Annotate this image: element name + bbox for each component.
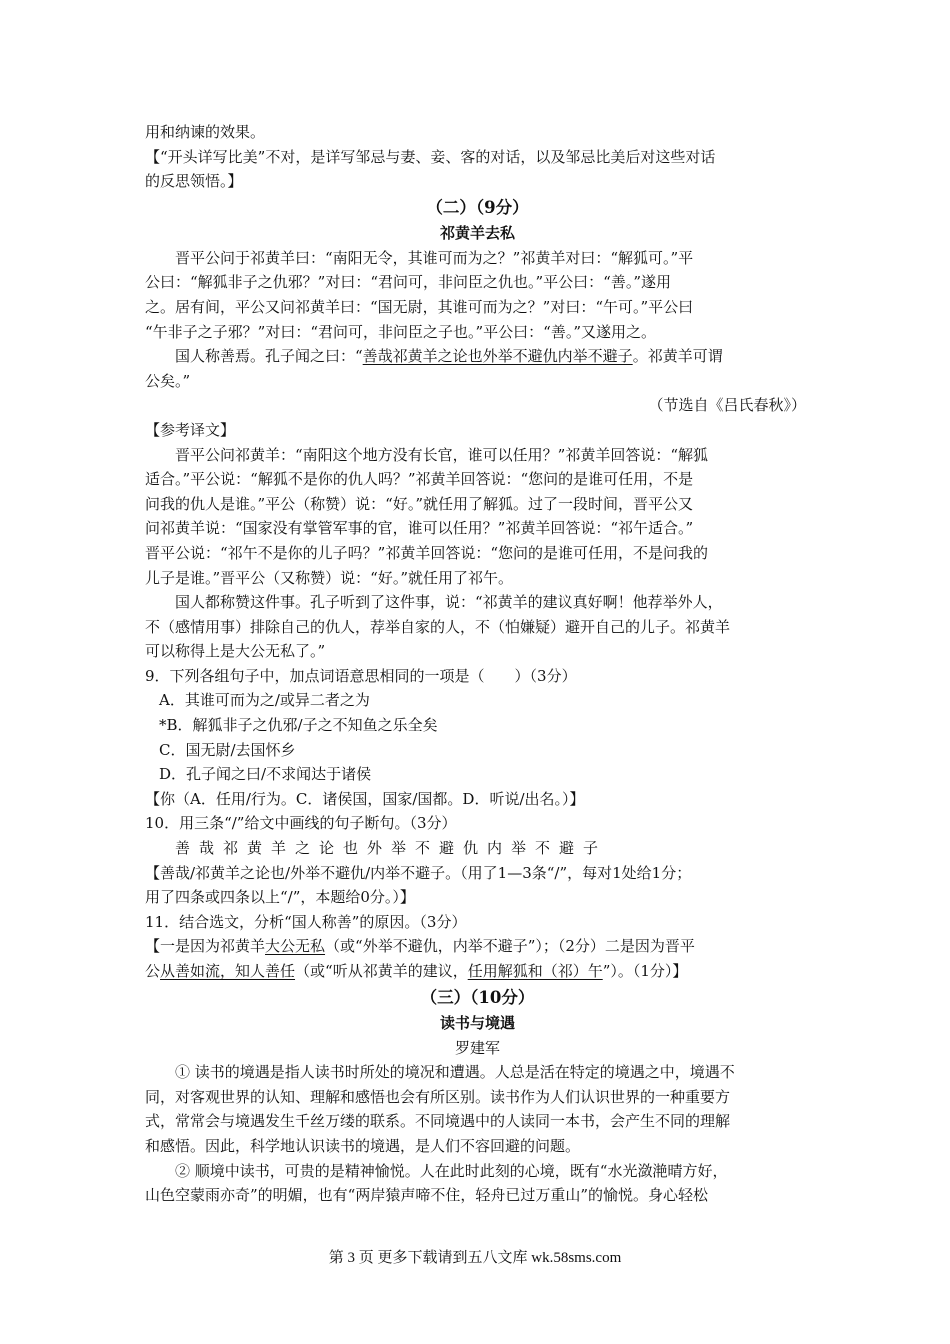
page-footer: 第 3 页 更多下载请到五八文库 wk.58sms.com: [328, 1250, 622, 1266]
answer-line: [145, 959, 810, 984]
text-span: 公: [145, 962, 161, 980]
underlined-phrase: 任用解狐和（祁）午: [467, 962, 603, 980]
text-span: （或“外举不避仇，内举不避子”）；（2分）二是因为晋平: [325, 937, 695, 956]
answer-line: 【你（A．任用/行为。C．诸侯国，国家/国都。D．听说/出名。）】: [145, 789, 585, 808]
essay-line: ② 顺境中读书，可贵的是精神愉悦。人在此时此刻的心境，既有“水光潋滟晴方好，: [175, 1161, 728, 1180]
passage-line: [145, 344, 810, 369]
underlined-phrase: 大公无私: [265, 937, 326, 956]
text-span: 【一是因为祁黄羊: [145, 937, 266, 956]
translation-line: 国人都称赞这件事。孔子听到了这件事，说：“祁黄羊的建议真好啊！他荐举外人，: [175, 593, 723, 612]
translation-line: 可以称得上是大公无私了。”: [145, 642, 326, 661]
question-10: 10．用三条“/”给文中画线的句子断句。（3分）: [145, 814, 457, 833]
text-span: 国人称善焉。孔子闻之曰：“: [175, 347, 363, 366]
translation-line: 晋平公问祁黄羊：“南阳这个地方没有长官，谁可以任用？”祁黄羊回答说：“解狐: [175, 445, 709, 464]
option-a: A．其谁可而为之/或异二者之为: [159, 691, 370, 710]
translation-line: 儿子是谁。”晋平公（又称赞）说：“好。”就任用了祁午。: [145, 568, 514, 587]
essay-line: 式，常常会与境遇发生千丝万缕的联系。不同境遇中的人读同一本书，会产生不同的理解: [145, 1112, 731, 1131]
translation-line: 问我的仇人是谁。”平公（称赞）说：“好。”就任用了解狐。过了一段时间，晋平公又: [145, 494, 694, 513]
answer-line: [145, 934, 810, 959]
essay-line: 山色空蒙雨亦奇”的明媚，也有“两岸猿声啼不住，轻舟已过万重山”的愉悦。身心轻松: [145, 1186, 709, 1205]
translation-line: 适合。”平公说：“解狐不是你的仇人吗？”祁黄羊回答说：“您问的是谁可任用，不是: [145, 470, 694, 489]
option-c: C．国无尉/去国怀乡: [159, 740, 296, 759]
passage-title: 祁黄羊去私: [439, 223, 515, 242]
option-d: D．孔子闻之曰/不求闻达于诸侯: [159, 765, 372, 784]
passage-line: 之。居有间，平公又问祁黄羊曰：“国无尉，其谁可而为之？”对曰：“午可。”平公曰: [145, 297, 694, 316]
translation-line: 晋平公说：“祁午不是你的儿子吗？”祁黄羊回答说：“您问的是谁可任用，不是问我的: [145, 543, 709, 562]
passage-line: 公矣。”: [145, 371, 191, 390]
underlined-phrase: 从善如流，知人善任: [160, 962, 296, 980]
section-heading: （二）（9分）: [426, 197, 529, 217]
passage-line: 公曰：“解狐非子之仇邪？”对曰：“君问可，非问臣之仇也。”平公曰：“善。”遂用: [145, 273, 672, 292]
answer-line: 的反思领悟。】: [145, 172, 243, 191]
option-b: *B．解狐非子之仇邪/子之不知鱼之乐全矣: [159, 716, 438, 735]
text-span: （或“听从祁黄羊的建议，: [295, 962, 468, 980]
passage-line: 晋平公问于祁黄羊曰：“南阳无令，其谁可而为之？”祁黄羊对曰：“解狐可。”平: [175, 248, 694, 267]
essay-line: 和感悟。因此，科学地认识读书的境遇，是人们不容回避的问题。: [145, 1136, 581, 1155]
question-11: 11．结合选文，分析“国人称善”的原因。（3分）: [145, 912, 467, 931]
answer-line: 【“开头详写比美”不对，是详写邹忌与妻、妾、客的对话，以及邹忌比美后对这些对话: [145, 147, 716, 166]
text-line: 用和纳谏的效果。: [145, 123, 266, 141]
document-page: [145, 120, 810, 1208]
author-name: 罗建军: [454, 1038, 500, 1057]
question-9: 9．下列各组句子中，加点词语意思相同的一项是（ ）（3分）: [145, 666, 577, 685]
answer-line: 【善哉/祁黄羊之论也/外举不避仇/内举不避子。（用了1—3条“/”，每对1处给1分；: [145, 863, 692, 882]
text-span: 。祁黄羊可谓: [632, 347, 723, 366]
translation-line: 问祁黄羊说：“国家没有掌管军事的官，谁可以任用？”祁黄羊回答说：“祁午适合。”: [145, 519, 694, 538]
essay-line: 同，对客观世界的认知、理解和感悟也会有所区别。读书作为人们认识世界的一种重要方: [145, 1087, 731, 1106]
underlined-sentence: 善哉祁黄羊之论也外举不避仇内举不避子: [362, 347, 633, 366]
translation-line: 不（感情用事）排除自己的仇人，荐举自家的人，不（怕嫌疑）避开自己的儿子。祁黄羊: [145, 617, 731, 636]
passage-line: “午非子之子邪？”对曰：“君问可，非问臣之子也。”平公曰：“善。”又遂用之。: [145, 322, 657, 341]
source-citation: （节选自《吕氏春秋》）: [648, 396, 806, 415]
answer-line: 用了四条或四条以上“/”，本题给0分。）】: [145, 888, 415, 907]
passage-title: 读书与境遇: [439, 1013, 515, 1032]
text-span: ”）。（1分）】: [602, 962, 688, 980]
section-heading: （三）（10分）: [420, 987, 535, 1007]
essay-line: ① 读书的境遇是指人读书时所处的境况和遭遇。人总是活在特定的境遇之中，境遇不: [175, 1063, 735, 1082]
translation-heading: 【参考译文】: [145, 420, 236, 439]
sentence-to-split: 善哉祁黄羊之论也外举不避仇内举不避子: [175, 839, 608, 858]
